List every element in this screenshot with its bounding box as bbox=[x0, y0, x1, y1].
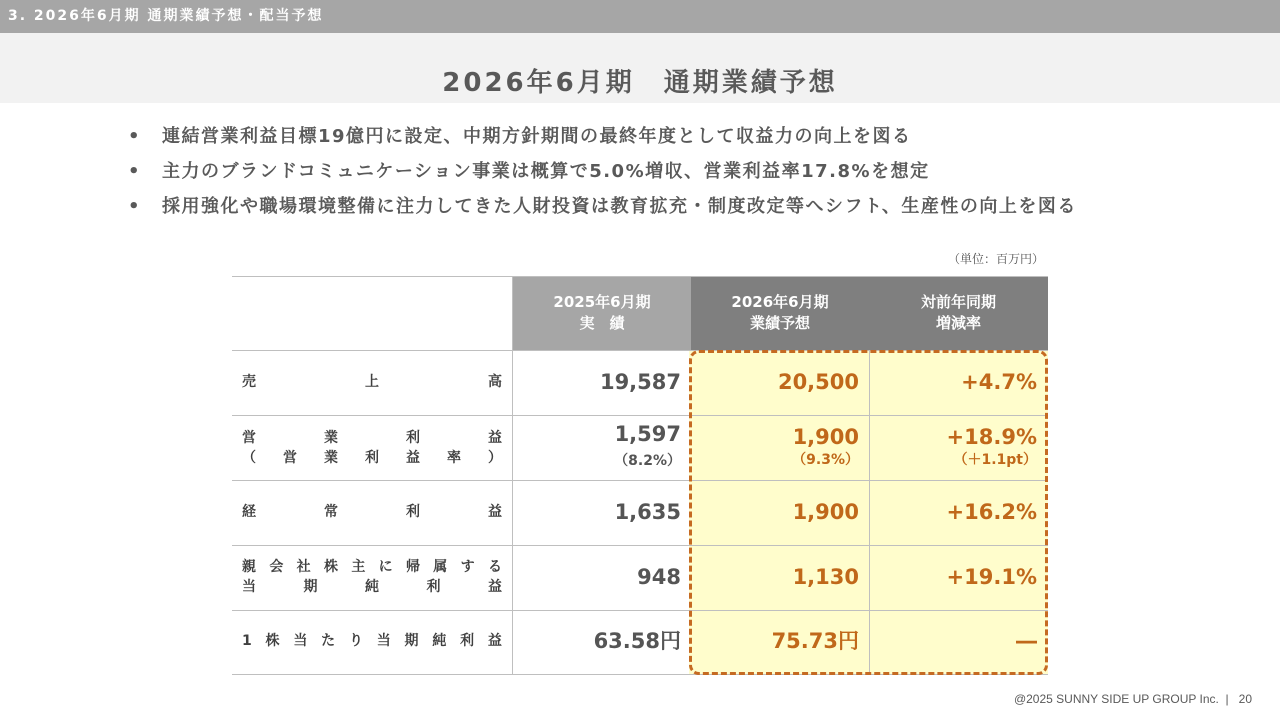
table-column-rule bbox=[512, 276, 513, 675]
row-label-char: 純 bbox=[365, 579, 379, 595]
row-label-char: （ bbox=[242, 450, 256, 466]
table-rule bbox=[232, 415, 1048, 416]
eps-actual: 63.58円 bbox=[593, 629, 681, 653]
row-label-char: 属 bbox=[433, 559, 448, 575]
table-rule bbox=[232, 276, 1048, 277]
row-label-char: す bbox=[460, 559, 475, 575]
row-label-char: り bbox=[348, 633, 363, 649]
row-label-char: 業 bbox=[324, 450, 338, 466]
header-actual-2025: 2025年6月期 実 績 bbox=[513, 276, 691, 350]
ordinary-profit-actual: 1,635 bbox=[614, 500, 681, 524]
operating-margin-forecast: （9.3%） bbox=[792, 452, 859, 468]
row-label-char: 株 bbox=[265, 633, 280, 649]
row-label-char: 1 bbox=[242, 633, 252, 649]
row-label-char: に bbox=[378, 559, 393, 575]
row-label-char: 利 bbox=[365, 450, 379, 466]
operating-profit-change: +18.9% bbox=[946, 425, 1037, 449]
row-label-char: 利 bbox=[460, 633, 475, 649]
bullet-item: • 採用強化や職場環境整備に注力してきた人財投資は教育拡充・制度改定等へシフト、生産性の向上を図る bbox=[128, 196, 1077, 217]
row-label-ordinary-profit bbox=[242, 502, 502, 522]
row-label-char: 会 bbox=[269, 559, 284, 575]
table-rule bbox=[232, 350, 1048, 351]
table-rule bbox=[232, 480, 1048, 481]
row-label-char: 売 bbox=[242, 374, 256, 390]
row-label-char: 上 bbox=[365, 374, 379, 390]
row-label-char: 益 bbox=[488, 579, 502, 595]
row-label-char: 利 bbox=[406, 504, 420, 520]
row-label-char: た bbox=[321, 633, 336, 649]
page-title: 2026年6月期 通期業績予想 bbox=[442, 68, 838, 98]
row-label-char: 益 bbox=[488, 504, 502, 520]
sales-actual: 19,587 bbox=[599, 370, 681, 394]
eps-forecast: 75.73円 bbox=[771, 629, 859, 653]
bullet-list bbox=[128, 124, 1228, 229]
sales-change: +4.7% bbox=[961, 370, 1037, 394]
row-label-sales bbox=[242, 372, 502, 392]
row-label-char: 益 bbox=[487, 633, 502, 649]
row-label-char: 経 bbox=[242, 504, 256, 520]
header-forecast-2026: 2026年6月期 業績予想 bbox=[691, 276, 869, 350]
net-income-change: +19.1% bbox=[946, 565, 1037, 589]
table-rule bbox=[232, 610, 1048, 611]
operating-margin-change: （＋1.1pt） bbox=[953, 452, 1037, 468]
operating-profit-forecast: 1,900 bbox=[792, 425, 859, 449]
section-header: 3. 2026年6月期 通期業績予想・配当予想 bbox=[0, 0, 1280, 33]
row-label-char: 常 bbox=[324, 504, 338, 520]
row-label-char: 純 bbox=[432, 633, 447, 649]
row-label-char: 主 bbox=[351, 559, 366, 575]
row-label-char: る bbox=[487, 559, 502, 575]
sales-forecast: 20,500 bbox=[777, 370, 859, 394]
operating-profit-actual: 1,597 bbox=[614, 422, 681, 446]
row-label-char: 帰 bbox=[405, 559, 420, 575]
table-rule bbox=[232, 545, 1048, 546]
net-income-actual: 948 bbox=[637, 565, 681, 589]
row-label-char: ） bbox=[488, 450, 502, 466]
footer-copyright: @2025 SUNNY SIDE UP GROUP Inc. | 20 bbox=[1013, 692, 1252, 706]
row-label-char: 当 bbox=[293, 633, 308, 649]
row-label-net-income bbox=[242, 557, 502, 597]
row-label-char: 株 bbox=[323, 559, 338, 575]
row-label-char: 益 bbox=[488, 430, 502, 446]
row-label-char: 当 bbox=[376, 633, 391, 649]
row-label-char: 営 bbox=[283, 450, 297, 466]
unit-note: （単位：百万円） bbox=[947, 252, 1044, 266]
table-rule bbox=[232, 674, 1048, 675]
row-label-char: 当 bbox=[242, 579, 256, 595]
row-label-char: 営 bbox=[242, 430, 256, 446]
bullet-item: • 連結営業利益目標19億円に設定、中期方針期間の最終年度として収益力の向上を図る bbox=[128, 126, 912, 147]
net-income-forecast: 1,130 bbox=[792, 565, 859, 589]
row-label-char: 社 bbox=[296, 559, 311, 575]
header-change-rate: 対前年同期 増減率 bbox=[869, 276, 1048, 350]
bullet-item: • 主力のブランドコミュニケーション事業は概算で5.0%増収、営業利益率17.8%を想定 bbox=[128, 161, 930, 182]
forecast-table bbox=[232, 276, 1048, 675]
row-label-char: 益 bbox=[406, 450, 420, 466]
operating-margin-actual: （8.2%） bbox=[614, 453, 681, 469]
ordinary-profit-forecast: 1,900 bbox=[792, 500, 859, 524]
row-label-operating-profit bbox=[242, 428, 502, 468]
row-label-char: 高 bbox=[488, 374, 502, 390]
row-label-char: 利 bbox=[406, 430, 420, 446]
row-label-char: 率 bbox=[447, 450, 461, 466]
row-label-eps bbox=[242, 631, 502, 651]
row-label-char: 親 bbox=[242, 559, 256, 575]
ordinary-profit-change: +16.2% bbox=[946, 500, 1037, 524]
row-label-char: 利 bbox=[426, 579, 441, 595]
row-label-char: 期 bbox=[303, 579, 318, 595]
eps-change: ― bbox=[1016, 629, 1037, 653]
row-label-char: 期 bbox=[404, 633, 419, 649]
row-label-char: 業 bbox=[324, 430, 338, 446]
